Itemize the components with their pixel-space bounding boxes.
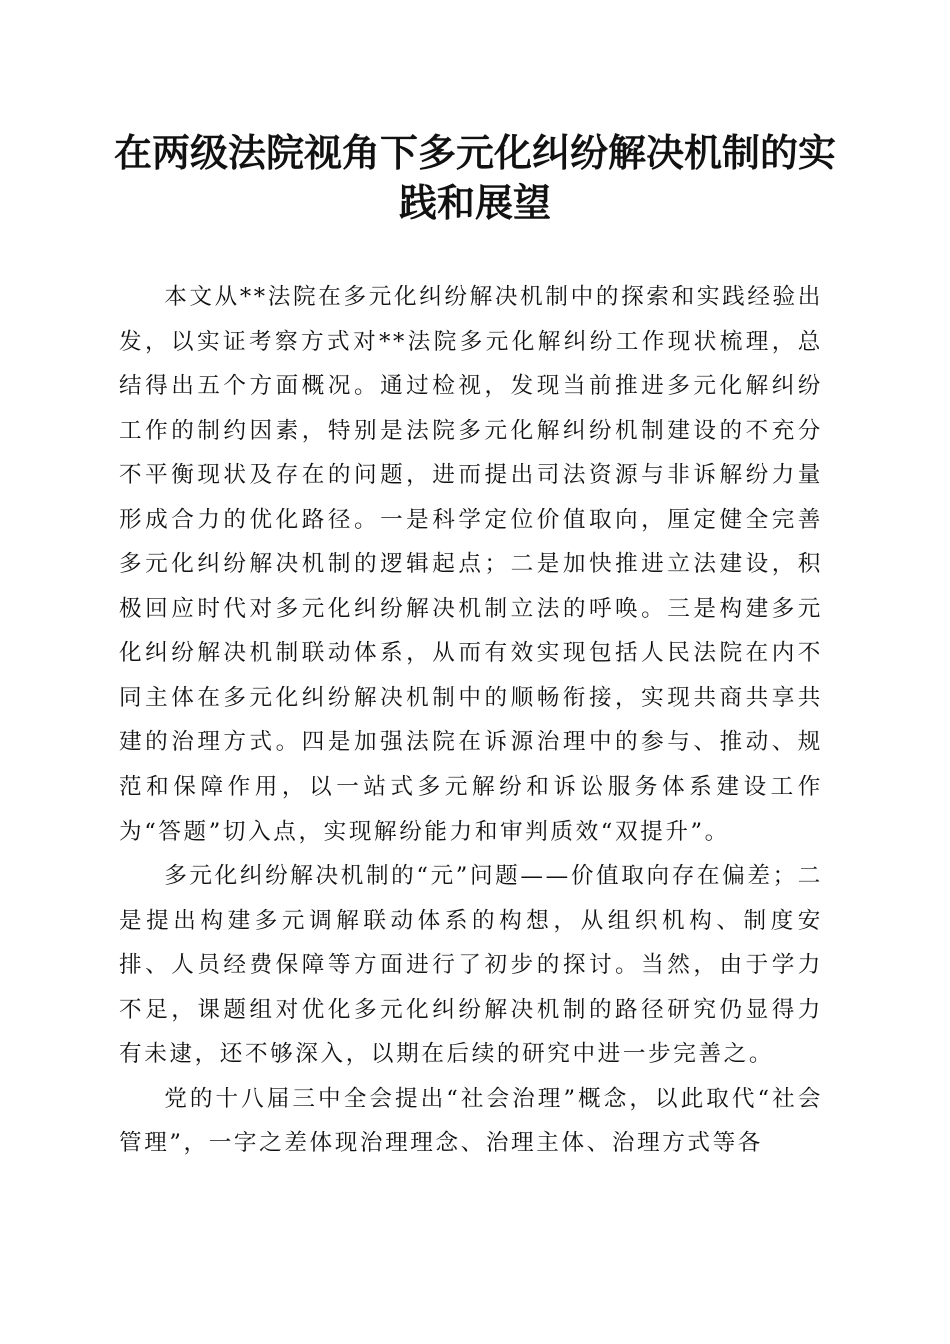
paragraph: 党的十八届三中全会提出“社会治理”概念，以此取代“社会管理”，一字之差体现治理理念、治理主体、治理方式等各 <box>119 1085 823 1157</box>
paragraph: 多元化纠纷解决机制的“元”问题——价值取向存在偏差；二是提出构建多元调解联动体系的构想，从组织机构、制度安排、人员经费保障等方面进行了初步的探讨。当然，由于学力不足，课题组对优化多元化纠纷解决机制的路径研究仍显得力有未逮，还不够深入，以期在后续的研究中进一步完善之。 <box>119 863 823 1068</box>
document-body <box>119 275 823 1166</box>
paragraph: 本文从**法院在多元化纠纷解决机制中的探索和实践经验出发，以实证考察方式对**法院多元化解纠纷工作现状梳理，总结得出五个方面概况。通过检视，发现当前推进多元化解纠纷工作的制约因素，特别是法院多元化解纠纷机制建设的不充分不平衡现状及存在的问题，进而提出司法资源与非诉解纷力量形成合力的优化路径。一是科学定位价值取向，厘定健全完善多元化纠纷解决机制的逻辑起点；二是加快推进立法建设，积极回应时代对多元化纠纷解决机制立法的呼唤。三是构建多元化纠纷解决机制联动体系，从而有效实现包括人民法院在内不同主体在多元化纠纷解决机制中的顺畅衔接，实现共商共享共建的治理方式。四是加强法院在诉源治理中的参与、推动、规范和保障作用，以一站式多元解纷和诉讼服务体系建设工作为“答题”切入点，实现解纷能力和审判质效“双提升”。 <box>119 284 823 845</box>
document-title: 在两级法院视角下多元化纠纷解决机制的实践和展望 <box>113 130 836 225</box>
